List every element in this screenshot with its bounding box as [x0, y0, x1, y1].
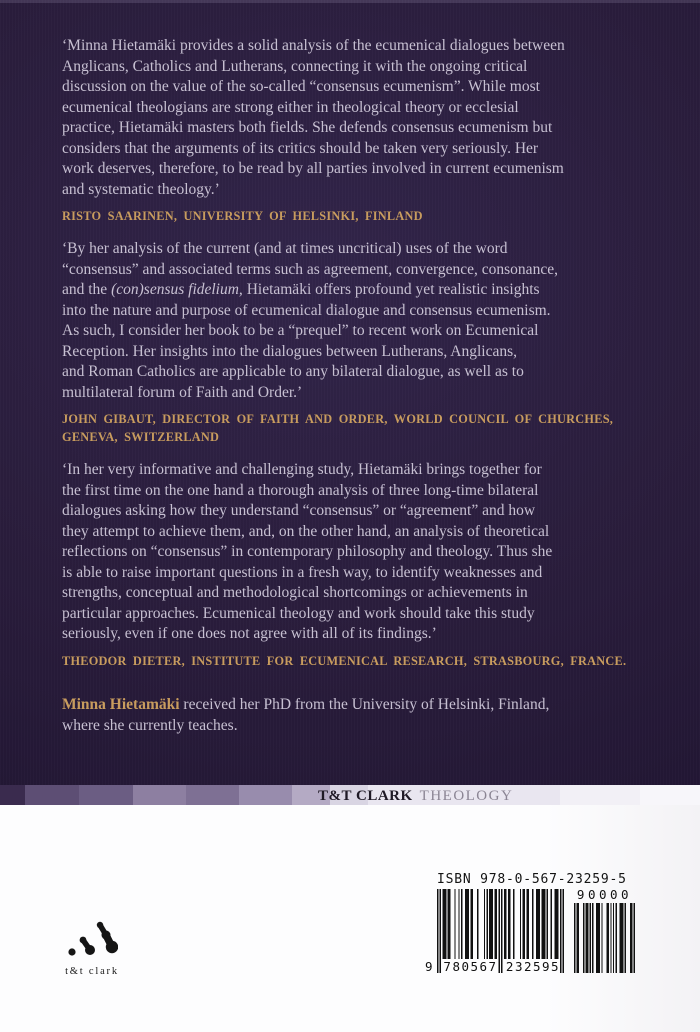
- quote-line: [62, 624, 644, 645]
- quote-attribution-line: JOHN GIBAUT, DIRECTOR OF FAITH AND ORDER, WORLD COUNCIL OF CHURCHES,: [62, 412, 614, 426]
- text-run: the first time on the one hand a thorough analysis of three long-time bilateral: [62, 481, 539, 499]
- barcode-digits: [425, 959, 564, 974]
- quote-line: [62, 57, 644, 78]
- text-run: considers that the arguments of its critics should be taken very seriously. Her: [62, 139, 539, 157]
- text-run: “consensus” and associated terms such as agreement, convergence, consonance,: [62, 260, 558, 278]
- isbn-label: ISBN 978-0-567-23259-5: [437, 872, 627, 887]
- text-run: multilateral forum of Faith and Order.’: [62, 383, 303, 401]
- quote-line: [62, 563, 644, 584]
- quote-line: [62, 260, 644, 281]
- quote-line: [62, 542, 644, 563]
- text-run: work deserves, therefore, to be read by all parties involved in current ecumenism: [62, 160, 564, 177]
- quotes-container: [62, 36, 644, 670]
- quote-line: [62, 342, 644, 363]
- quote-line: [62, 383, 644, 404]
- quote-paragraph: [62, 36, 644, 200]
- quote-attribution: [62, 410, 644, 446]
- quote-line: [62, 583, 644, 604]
- ean13-digit-group1: 780567: [443, 959, 498, 974]
- series-name: THEOLOGY: [419, 788, 514, 804]
- text-run: and Roman Catholics are applicable to any bilateral dialogue, as well as to: [62, 363, 524, 380]
- tt-clark-flock-icon: [66, 920, 118, 962]
- text-run: ‘By her analysis of the current (and at times uncritical) uses of the word: [62, 240, 508, 257]
- quote-line: [62, 362, 644, 383]
- text-run: Minna Hietamäki: [62, 695, 180, 713]
- ean13-digit-group2: 232595: [505, 959, 561, 974]
- quote-attribution-line: THEODOR DIETER, INSTITUTE FOR ECUMENICAL RESEARCH, STRASBOURG, FRANCE.: [62, 653, 627, 668]
- quote-attribution: [62, 652, 644, 670]
- quote-line: [62, 139, 644, 160]
- quote-attribution-line: RISTO SAARINEN, UNIVERSITY OF HELSINKI, FINLAND: [62, 209, 423, 223]
- text-run: ecumenical theologians are strong either in theological theory or ecclesial: [62, 98, 519, 116]
- quote-line: [62, 460, 644, 481]
- text-run: they attempt to achieve them, and, on the other hand, an analysis of theoretical: [62, 522, 550, 540]
- quote-line: [62, 604, 644, 625]
- text-run: As such, I consider her book to be a “prequel” to recent work on Ecumenical: [62, 322, 539, 339]
- quote-line: [62, 694, 644, 715]
- quote-line: [62, 481, 644, 502]
- imprint-band: [0, 785, 700, 805]
- imprint-band-text: [318, 785, 513, 805]
- barcode-box: [425, 872, 637, 990]
- quote-line: [62, 159, 644, 180]
- text-run: Hietamäki offers profound yet realistic insights: [242, 281, 540, 298]
- publisher-logo: [56, 920, 128, 977]
- quote-attribution: [62, 207, 644, 225]
- quote-line: [62, 180, 644, 201]
- quote-line: [62, 36, 644, 57]
- text-run: ‘Minna Hietamäki provides a solid analysis of the ecumenical dialogues between: [62, 37, 565, 54]
- quote-line: [62, 501, 644, 522]
- text-run: strengths, conceptual and methodological shortcomings or achievements in: [62, 584, 528, 601]
- text-run: dialogues asking how they understand “consensus” or “agreement” and how: [62, 502, 536, 519]
- text-run: into the nature and purpose of ecumenical dialogue and consensus ecumenism.: [62, 301, 551, 319]
- text-run: practice, Hietamäki masters both fields. She defends consensus ecumenism but: [62, 119, 553, 136]
- quote-line: [62, 522, 644, 543]
- quote-line: [62, 98, 644, 119]
- text-run: where she currently teaches.: [62, 716, 238, 734]
- quote-paragraph: [62, 460, 644, 645]
- text-run: Reception. Her insights into the dialogues between Lutherans, Anglicans,: [62, 342, 517, 360]
- ean13-digit-first: 9: [425, 959, 433, 974]
- publisher-name: T&T CLARK: [318, 788, 413, 804]
- quote-line: [62, 301, 644, 322]
- text-run: reflections on “consensus” in contemporary philosophy and theology. Thus she: [62, 543, 553, 560]
- text-run: is able to raise important questions in a fresh way, to identify weaknesses and: [62, 563, 543, 581]
- text-run: particular approaches. Ecumenical theology and work should take this study: [62, 604, 535, 622]
- text-run: ‘In her very informative and challenging study, Hietamäki brings together for: [62, 461, 542, 478]
- quote-line: [62, 715, 644, 736]
- quote-line: [62, 321, 644, 342]
- author-bio: [62, 694, 644, 736]
- publisher-logo-text: t&t clark: [65, 966, 119, 977]
- text-run: received her PhD from the University of Helsinki, Finland,: [179, 695, 550, 713]
- text-run: and systematic theology.’: [62, 180, 220, 198]
- quote-line: [62, 118, 644, 139]
- ean5-supplement-barcode: [574, 887, 635, 973]
- quote-attribution-line: GENEVA, SWITZERLAND: [62, 430, 220, 444]
- text-run: (con)sensus fidelium,: [111, 281, 243, 298]
- quote-line: [62, 280, 644, 301]
- text-run: discussion on the value of the so-called “consensus ecumenism”. While most: [62, 78, 540, 95]
- ean5-bars-icon: [574, 903, 635, 973]
- quote-line: [62, 239, 644, 260]
- quote-paragraph: [62, 239, 644, 403]
- ean13-barcode: [425, 889, 564, 974]
- text-run: and the: [62, 281, 112, 298]
- text-run: Anglicans, Catholics and Lutherans, connecting it with the ongoing critical: [62, 57, 528, 75]
- supplement-digits: 90000: [576, 887, 633, 902]
- text-run: seriously, even if one does not agree with all of its findings.’: [62, 625, 437, 642]
- quote-line: [62, 77, 644, 98]
